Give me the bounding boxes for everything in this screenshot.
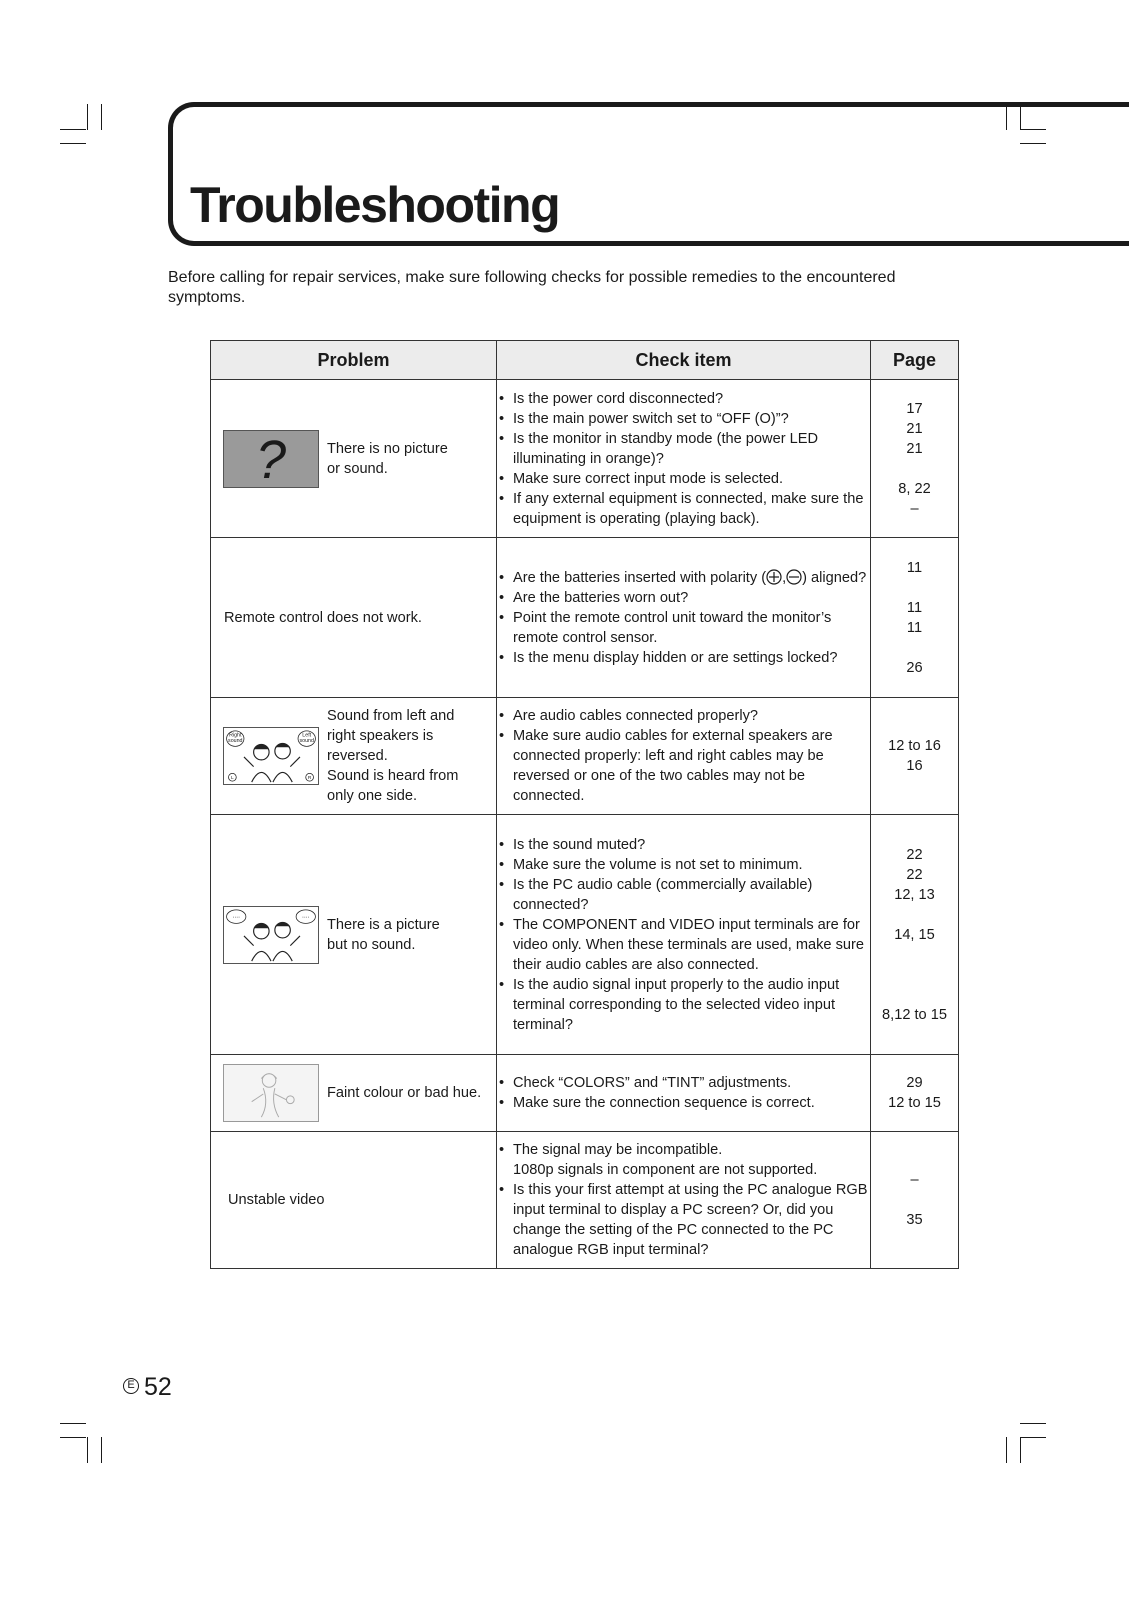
crop-mark [1006, 1437, 1007, 1463]
header-check-item: Check item [497, 341, 871, 380]
page-cell [871, 698, 959, 815]
intro-text: Before calling for repair services, make sure following checks for possible remedies to the encountered symptoms. [168, 269, 896, 306]
troubleshooting-table [210, 340, 959, 1269]
page-ref: 12, 13 [894, 886, 935, 903]
page-ref: 14, 15 [894, 926, 935, 943]
check-text: Are the batteries inserted with polarity ( [513, 569, 767, 586]
page-ref [871, 638, 958, 658]
crop-mark [60, 129, 86, 130]
check-item: • Is the main power switch set to “OFF (O)”? [497, 409, 870, 429]
faint-colour-illustration [223, 1064, 319, 1122]
page-ref [871, 1190, 958, 1210]
check-list [497, 1140, 870, 1260]
page-ref: 12 to 15 [888, 1095, 941, 1111]
check-item: • Make sure the volume is not set to minimum. [497, 855, 870, 875]
check-list [497, 389, 870, 529]
check-cell [497, 1132, 871, 1269]
check-cell [497, 698, 871, 815]
page-ref: 12 to 16 [888, 738, 941, 754]
check-item: • Make sure correct input mode is selected. [497, 469, 870, 489]
page-ref: 26 [906, 659, 923, 676]
check-item: • Is the monitor in standby mode (the power LED illuminating in orange)? [497, 429, 870, 469]
page-title: Troubleshooting [190, 177, 560, 233]
problem-text: Faint colour or bad hue. [327, 1085, 482, 1101]
page-ref: 8, 22 [898, 480, 931, 497]
page-ref [871, 965, 958, 985]
problem-text: Sound from left and right speakers is reversed. Sound is heard from only one side. [327, 708, 459, 804]
problem [211, 1064, 496, 1122]
problem [211, 1190, 496, 1210]
check-item: • Is the audio signal input properly to the audio input terminal corresponding to the selected video input terminal? [497, 975, 870, 1035]
page-ref: 35 [906, 1212, 923, 1228]
minus-polarity-icon [786, 569, 802, 585]
table-row [211, 380, 959, 538]
no-sound-illustration [223, 906, 319, 964]
page-ref [871, 459, 958, 479]
check-list [497, 568, 870, 668]
crop-mark [87, 1437, 88, 1463]
problem [211, 706, 496, 806]
page-ref: 8,12 to 15 [882, 1006, 947, 1023]
crop-mark [60, 1437, 86, 1438]
problem-text: Unstable video [228, 1192, 325, 1208]
check-list [497, 1073, 870, 1113]
table-header-row [211, 341, 959, 380]
page-ref [871, 985, 958, 1005]
crop-mark [1020, 1423, 1046, 1424]
speakers-reversed-illustration [223, 727, 319, 785]
check-cell [497, 1055, 871, 1132]
check-item: • Is the sound muted? [497, 835, 870, 855]
page-ref: 21 [906, 420, 923, 437]
page-ref: 11 [906, 599, 923, 616]
page-number: 52 [144, 1373, 172, 1401]
page-ref: 11 [906, 619, 923, 636]
crop-mark [60, 1423, 86, 1424]
page-ref: 22 [906, 846, 923, 863]
problem [211, 608, 496, 628]
check-cell [497, 538, 871, 698]
faded-person-icon [224, 1065, 318, 1121]
check-list [497, 706, 870, 806]
page-ref: 17 [906, 400, 923, 417]
right-sound-label: Right sound [228, 732, 243, 744]
crop-mark [87, 104, 88, 130]
check-item: • Are audio cables connected properly? [497, 706, 870, 726]
page-ref: 29 [906, 1075, 923, 1091]
crop-mark [1020, 1437, 1021, 1463]
left-sound-label: Left sound [299, 732, 314, 744]
problem-cell [211, 1055, 497, 1132]
table-row [211, 1055, 959, 1132]
page-ref: 22 [906, 866, 923, 883]
check-list [497, 835, 870, 1035]
table-row [211, 538, 959, 698]
question-mark-icon [223, 430, 319, 488]
header-problem: Problem [211, 341, 497, 380]
check-item: • Make sure the connection sequence is correct. [497, 1093, 870, 1113]
check-item: • If any external equipment is connected, make sure the equipment is operating (playing back). [497, 489, 870, 529]
couple-silent-icon [224, 907, 318, 963]
check-item: • The signal may be incompatible. 1080p signals in component are not supported. [497, 1140, 870, 1180]
problem-cell [211, 815, 497, 1055]
check-cell [497, 380, 871, 538]
problem-text: Remote control does not work. [224, 609, 422, 626]
question-mark: ? [255, 429, 287, 490]
problem-text: There is no picture or sound. [327, 440, 448, 477]
page-ref: – [910, 500, 919, 517]
check-item: • Are the batteries inserted with polarity ( , ) aligned? [497, 568, 870, 588]
page-ref [871, 945, 958, 965]
check-item: • Are the batteries worn out? [497, 588, 870, 608]
page-cell [871, 1055, 959, 1132]
crop-mark [60, 143, 86, 144]
page-ref: 11 [906, 559, 923, 576]
check-item: • The COMPONENT and VIDEO input terminals are for video only. When these terminals are used, make sure their audio cables are also connected. [497, 915, 870, 975]
table-row [211, 698, 959, 815]
page-cell [871, 380, 959, 538]
problem-cell [211, 698, 497, 815]
problem-cell [211, 380, 497, 538]
language-badge: E [123, 1378, 139, 1394]
problem [211, 430, 496, 488]
check-cell [497, 815, 871, 1055]
crop-mark [101, 1437, 102, 1463]
table-row [211, 1132, 959, 1269]
check-item: • Is the power cord disconnected? [497, 389, 870, 409]
page-ref: 21 [906, 440, 923, 457]
header-page: Page [871, 341, 959, 380]
problem [211, 906, 496, 964]
page-ref: – [910, 1172, 919, 1188]
couple-listening-icon [224, 728, 318, 784]
l-label: L [231, 776, 234, 782]
check-text: ) aligned? [802, 569, 867, 586]
check-item: • Make sure audio cables for external speakers are connected properly: left and right cables may be reversed or one of the two cables may not be connected. [497, 726, 870, 806]
problem-text: There is a picture but no sound. [327, 916, 440, 953]
page-ref: 16 [906, 758, 923, 774]
crop-mark [1020, 1437, 1046, 1438]
bubble-dots-right: .... [302, 912, 310, 920]
problem-cell [211, 1132, 497, 1269]
page-cell [871, 538, 959, 698]
bubble-dots-left: .... [232, 912, 240, 920]
check-item: • Is the menu display hidden or are settings locked? [497, 648, 870, 668]
page-cell [871, 815, 959, 1055]
plus-polarity-icon [766, 569, 782, 585]
page-ref [871, 905, 958, 925]
check-item: • Is the PC audio cable (commercially available) connected? [497, 875, 870, 915]
check-item: • Point the remote control unit toward the monitor’s remote control sensor. [497, 608, 870, 648]
page-ref [871, 578, 958, 598]
page-cell [871, 1132, 959, 1269]
crop-mark [101, 104, 102, 130]
table-row [211, 815, 959, 1055]
problem-cell [211, 538, 497, 698]
check-item: • Check “COLORS” and “TINT” adjustments. [497, 1073, 870, 1093]
check-item: • Is this your first attempt at using the PC analogue RGB input terminal to display a PC screen? Or, did you change the setting of the PC connected to the PC analogue RGB input terminal? [497, 1180, 870, 1260]
r-label: R [307, 776, 312, 782]
